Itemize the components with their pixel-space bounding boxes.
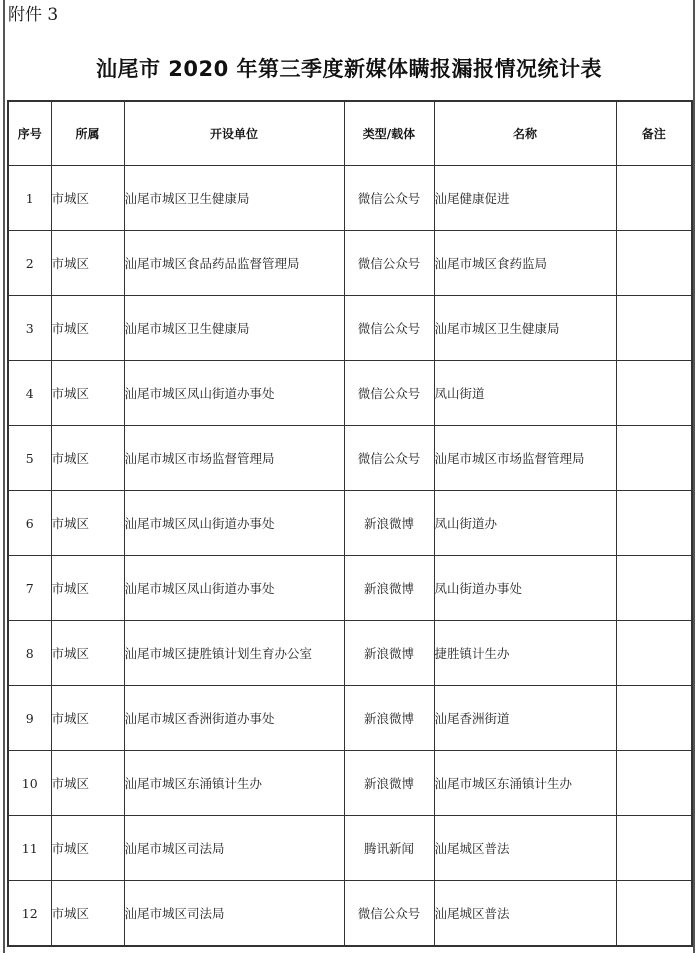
attachment-label: 附件 3 bbox=[8, 5, 59, 25]
cell-no: 5 bbox=[8, 426, 51, 491]
header-note: 备注 bbox=[616, 101, 692, 166]
cell-note bbox=[616, 361, 692, 426]
cell-no: 10 bbox=[8, 751, 51, 816]
cell-note bbox=[616, 296, 692, 361]
table-row bbox=[8, 296, 692, 361]
cell-district: 市城区 bbox=[51, 621, 124, 686]
cell-district: 市城区 bbox=[51, 751, 124, 816]
cell-type: 微信公众号 bbox=[344, 426, 434, 491]
cell-no: 3 bbox=[8, 296, 51, 361]
cell-unit: 汕尾市城区凤山街道办事处 bbox=[124, 361, 344, 426]
cell-name: 汕尾市城区东涌镇计生办 bbox=[434, 751, 616, 816]
cell-type: 微信公众号 bbox=[344, 361, 434, 426]
cell-name: 汕尾香洲街道 bbox=[434, 686, 616, 751]
table-row bbox=[8, 751, 692, 816]
table-row bbox=[8, 881, 692, 947]
cell-type: 微信公众号 bbox=[344, 231, 434, 296]
cell-unit: 汕尾市城区凤山街道办事处 bbox=[124, 556, 344, 621]
cell-district: 市城区 bbox=[51, 686, 124, 751]
cell-district: 市城区 bbox=[51, 296, 124, 361]
cell-unit: 汕尾市城区卫生健康局 bbox=[124, 296, 344, 361]
table-row bbox=[8, 166, 692, 231]
table-row bbox=[8, 426, 692, 491]
header-type: 类型/载体 bbox=[344, 101, 434, 166]
cell-note bbox=[616, 621, 692, 686]
table-row bbox=[8, 621, 692, 686]
cell-note bbox=[616, 686, 692, 751]
cell-unit: 汕尾市城区凤山街道办事处 bbox=[124, 491, 344, 556]
cell-name: 汕尾市城区市场监督管理局 bbox=[434, 426, 616, 491]
statistics-table bbox=[7, 100, 693, 947]
cell-district: 市城区 bbox=[51, 881, 124, 947]
cell-no: 1 bbox=[8, 166, 51, 231]
cell-name: 捷胜镇计生办 bbox=[434, 621, 616, 686]
cell-no: 2 bbox=[8, 231, 51, 296]
cell-no: 7 bbox=[8, 556, 51, 621]
cell-name: 汕尾城区普法 bbox=[434, 881, 616, 947]
cell-district: 市城区 bbox=[51, 426, 124, 491]
cell-unit: 汕尾市城区东涌镇计生办 bbox=[124, 751, 344, 816]
cell-name: 汕尾市城区卫生健康局 bbox=[434, 296, 616, 361]
cell-no: 6 bbox=[8, 491, 51, 556]
cell-type: 新浪微博 bbox=[344, 751, 434, 816]
cell-note bbox=[616, 166, 692, 231]
cell-no: 9 bbox=[8, 686, 51, 751]
cell-note bbox=[616, 881, 692, 947]
cell-type: 腾讯新闻 bbox=[344, 816, 434, 881]
cell-note bbox=[616, 231, 692, 296]
cell-type: 新浪微博 bbox=[344, 686, 434, 751]
cell-district: 市城区 bbox=[51, 491, 124, 556]
cell-district: 市城区 bbox=[51, 231, 124, 296]
cell-unit: 汕尾市城区卫生健康局 bbox=[124, 166, 344, 231]
document-title: 汕尾市 2020 年第三季度新媒体瞒报漏报情况统计表 bbox=[95, 57, 603, 81]
cell-name: 汕尾市城区食药监局 bbox=[434, 231, 616, 296]
header-unit: 开设单位 bbox=[124, 101, 344, 166]
cell-type: 新浪微博 bbox=[344, 491, 434, 556]
cell-name: 凤山街道办 bbox=[434, 491, 616, 556]
cell-no: 8 bbox=[8, 621, 51, 686]
cell-district: 市城区 bbox=[51, 166, 124, 231]
cell-unit: 汕尾市城区司法局 bbox=[124, 816, 344, 881]
cell-note bbox=[616, 426, 692, 491]
cell-note bbox=[616, 751, 692, 816]
header-no: 序号 bbox=[8, 101, 51, 166]
cell-name: 凤山街道办事处 bbox=[434, 556, 616, 621]
cell-type: 微信公众号 bbox=[344, 881, 434, 947]
table-row bbox=[8, 361, 692, 426]
cell-no: 11 bbox=[8, 816, 51, 881]
cell-name: 凤山街道 bbox=[434, 361, 616, 426]
cell-unit: 汕尾市城区司法局 bbox=[124, 881, 344, 947]
table-header-row bbox=[8, 101, 692, 166]
header-name: 名称 bbox=[434, 101, 616, 166]
cell-unit: 汕尾市城区食品药品监督管理局 bbox=[124, 231, 344, 296]
cell-unit: 汕尾市城区市场监督管理局 bbox=[124, 426, 344, 491]
cell-type: 新浪微博 bbox=[344, 556, 434, 621]
cell-type: 新浪微博 bbox=[344, 621, 434, 686]
cell-name: 汕尾健康促进 bbox=[434, 166, 616, 231]
cell-district: 市城区 bbox=[51, 361, 124, 426]
table-body bbox=[8, 166, 692, 947]
cell-no: 4 bbox=[8, 361, 51, 426]
cell-district: 市城区 bbox=[51, 556, 124, 621]
cell-unit: 汕尾市城区捷胜镇计划生育办公室 bbox=[124, 621, 344, 686]
table-row bbox=[8, 491, 692, 556]
cell-no: 12 bbox=[8, 881, 51, 947]
table-row bbox=[8, 686, 692, 751]
table-row bbox=[8, 556, 692, 621]
cell-unit: 汕尾市城区香洲街道办事处 bbox=[124, 686, 344, 751]
cell-type: 微信公众号 bbox=[344, 296, 434, 361]
cell-note bbox=[616, 491, 692, 556]
cell-type: 微信公众号 bbox=[344, 166, 434, 231]
cell-note bbox=[616, 816, 692, 881]
table-row bbox=[8, 816, 692, 881]
cell-name: 汕尾城区普法 bbox=[434, 816, 616, 881]
header-district: 所属 bbox=[51, 101, 124, 166]
cell-district: 市城区 bbox=[51, 816, 124, 881]
table-row bbox=[8, 231, 692, 296]
cell-note bbox=[616, 556, 692, 621]
